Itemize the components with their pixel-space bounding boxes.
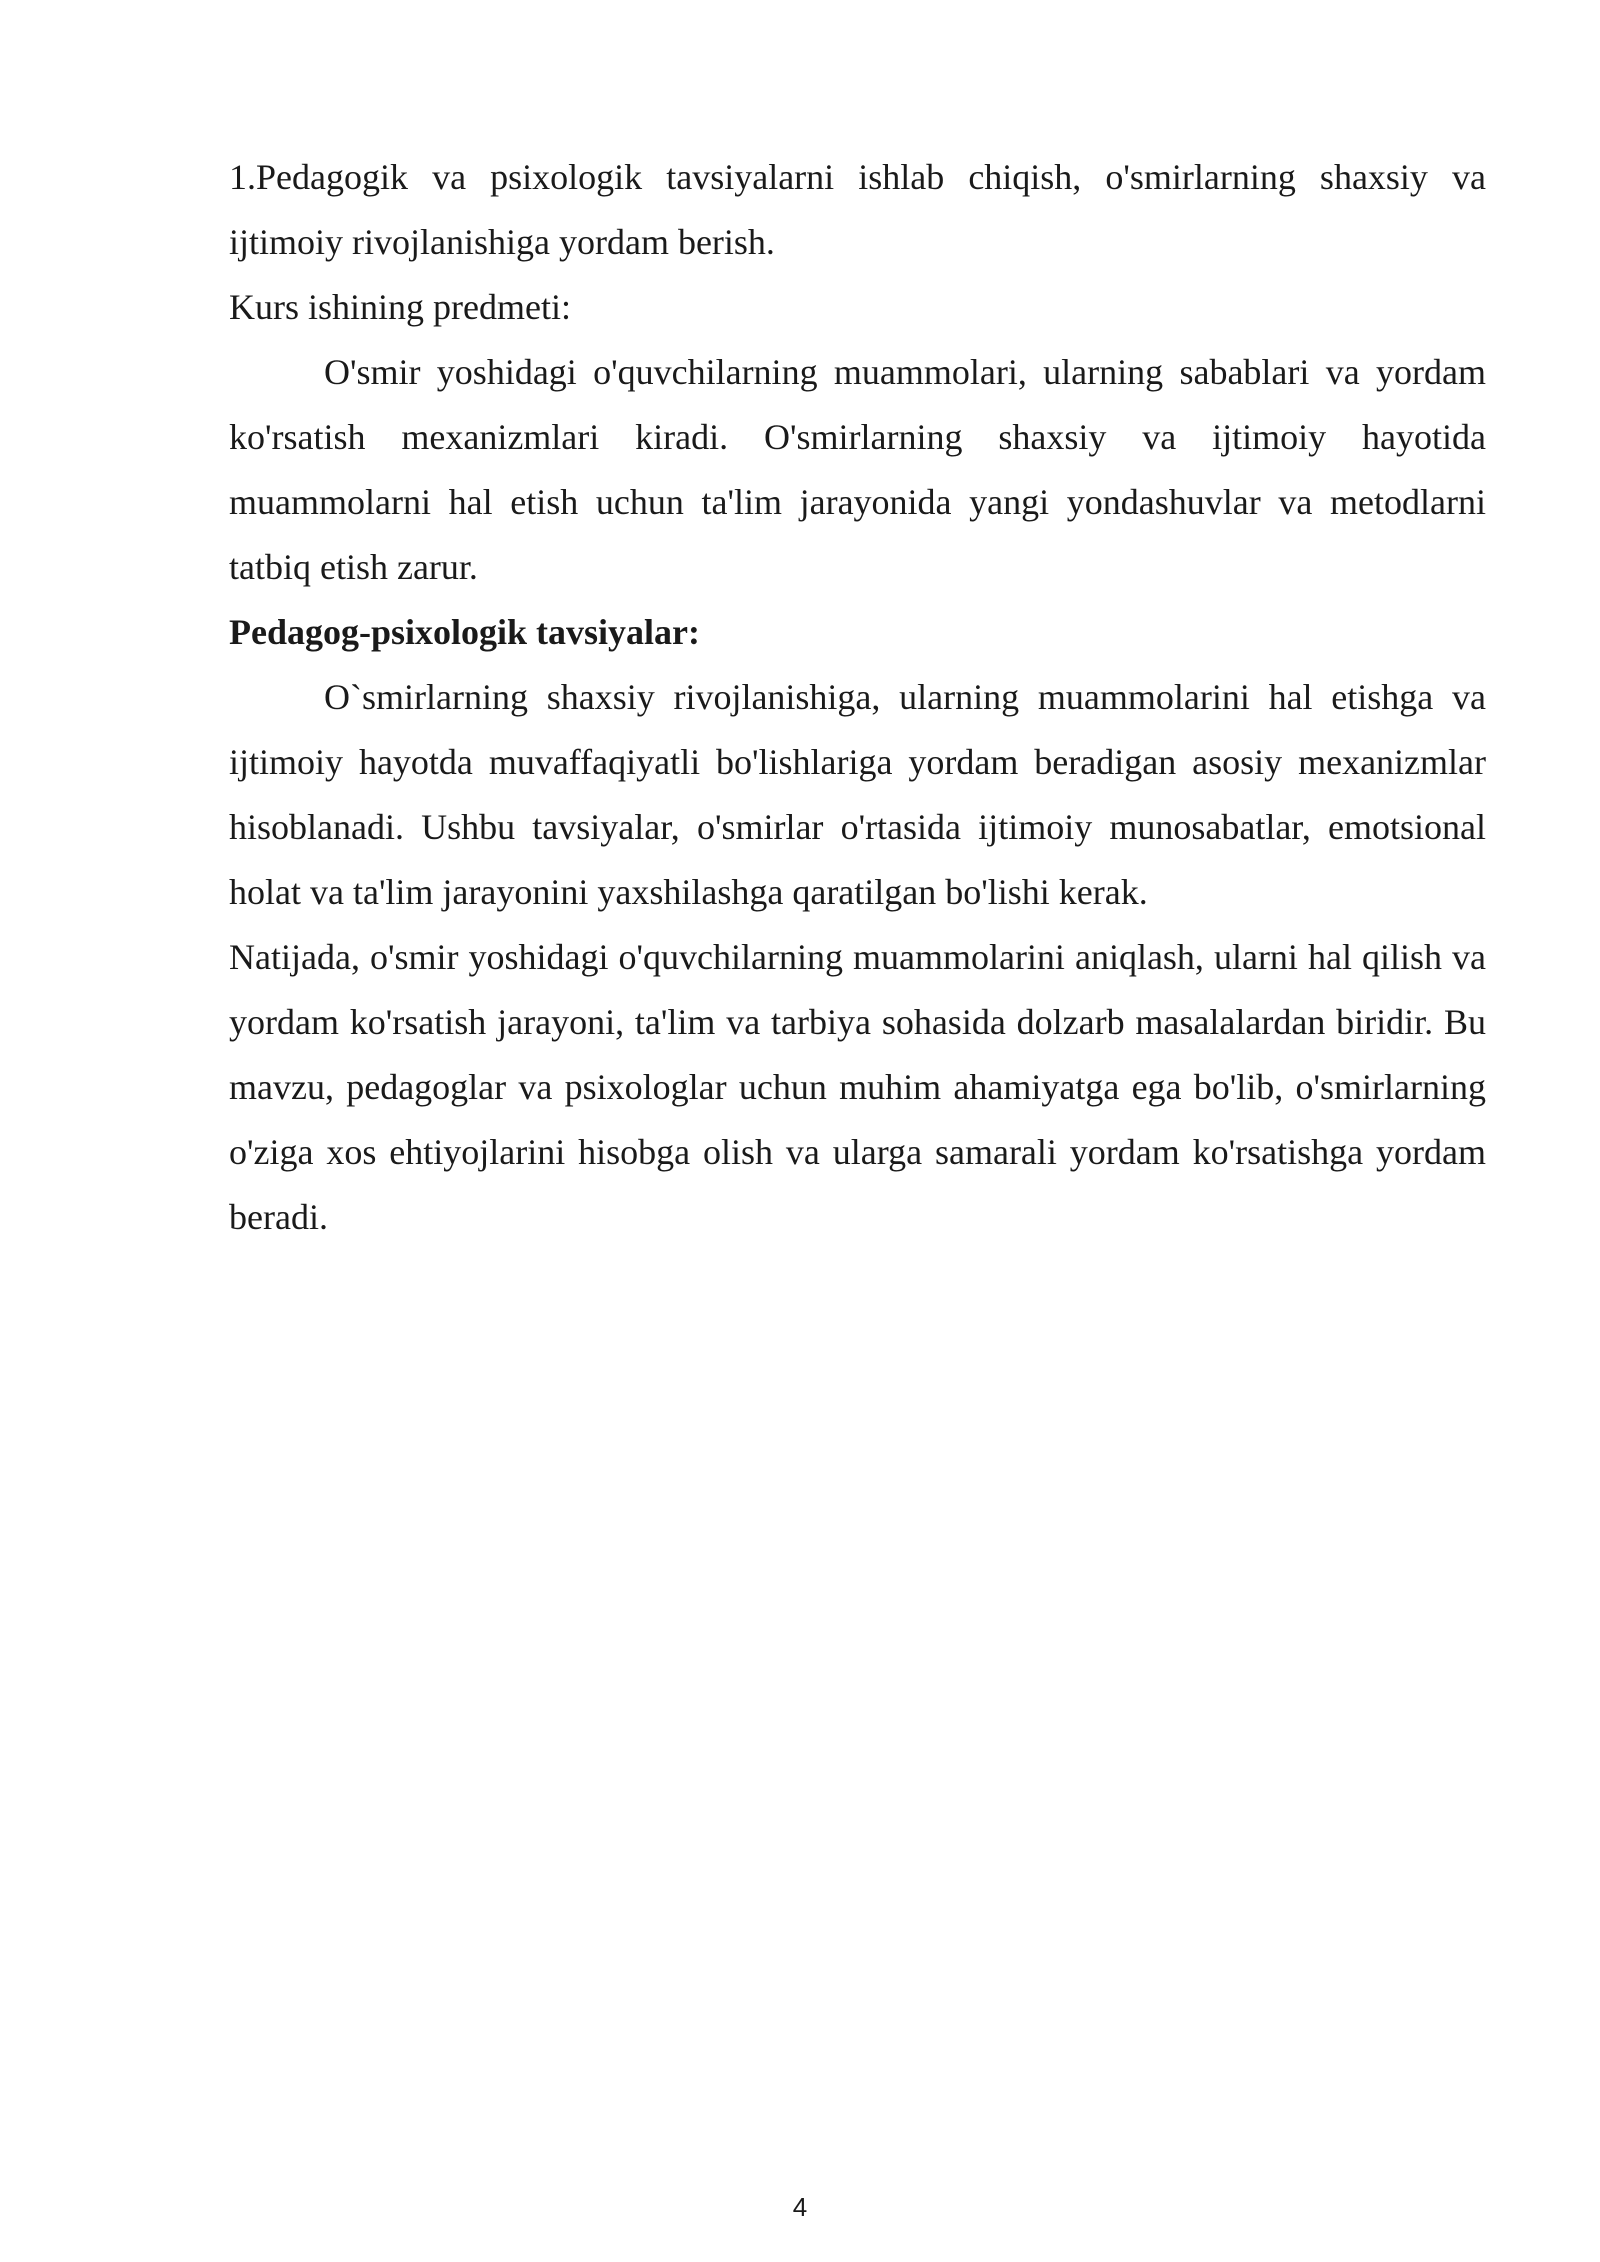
paragraph-subject-label: Kurs ishining predmeti:: [229, 287, 571, 327]
paragraph-recommendations: O`smirlarning shaxsiy rivojlanishiga, ularning muammolarini hal etishga va ijtimoiy hayotda muvaffaqiyatli bo'lishlariga yordam beradigan asosiy mexanizmlar hisoblanadi. Ushbu tavsiyalar, o'smirlar o'rtasida ijtimoiy munosabatlar, emotsional holat va ta'lim jarayonini yaxshilashga qaratilgan bo'lishi kerak.: [229, 677, 1486, 912]
paragraph-goal: 1.Pedagogik va psixologik tavsiyalarni ishlab chiqish, o'smirlarning shaxsiy va ijtimoiy rivojlanishiga yordam berish.: [229, 157, 1486, 262]
paragraph-conclusion: Natijada, o'smir yoshidagi o'quvchilarning muammolarini aniqlash, ularni hal qilish va yordam ko'rsatish jarayoni, ta'lim va tarbiya sohasida dolzarb masalalardan biridir. Bu mavzu, pedagoglar va psixologlar uchun muhim ahamiyatga ega bo'lib, o'smirlarning o'ziga xos ehtiyojlarini hisobga olish va ularga samarali yordam ko'rsatishga yordam beradi.: [229, 937, 1486, 1237]
paragraph-subject: O'smir yoshidagi o'quvchilarning muammolari, ularning sabablari va yordam ko'rsatish mexanizmlari kiradi. O'smirlarning shaxsiy va ijtimoiy hayotida muammolarni hal etish uchun ta'lim jarayonida yangi yondashuvlar va metodlarni tatbiq etish zarur.: [229, 352, 1486, 587]
page-number: 4: [792, 2192, 808, 2222]
section-heading: Pedagog-psixologik tavsiyalar:: [229, 612, 701, 652]
page-body: [229, 145, 1486, 1250]
